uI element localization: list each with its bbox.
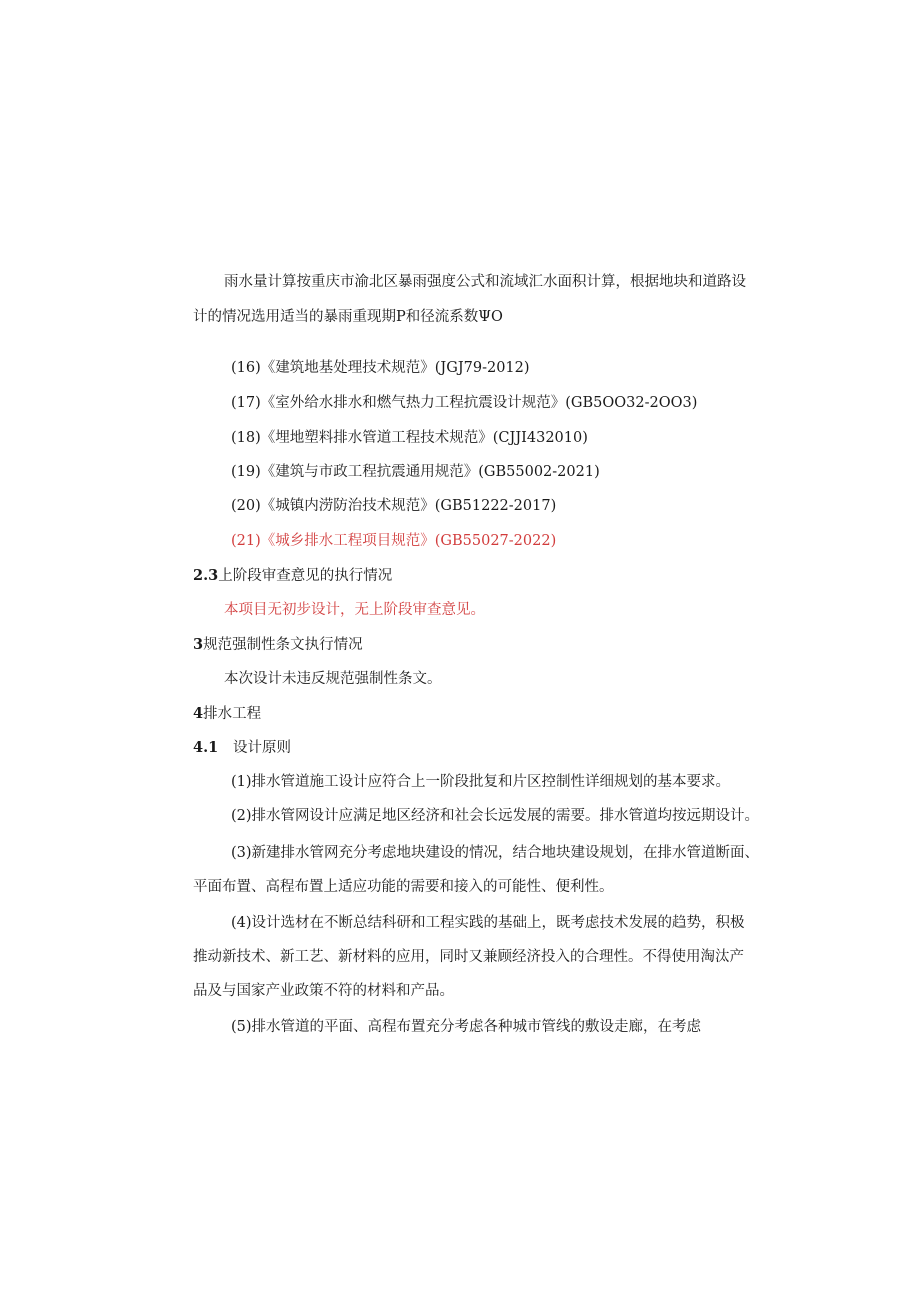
section-number: 4 xyxy=(193,705,204,722)
reference-item-21: (21)《城乡排水工程项目规范》(GB55027-2022) xyxy=(231,533,557,549)
intro-line-2: 计的情况选用适当的暴雨重现期P和径流系数ΨO xyxy=(193,309,503,325)
reference-item-17: (17)《室外给水排水和燃气热力工程抗震设计规范》(GB5OO32-2OO3) xyxy=(231,395,698,411)
principle-1: (1)排水管道施工设计应符合上一阶段批复和片区控制性详细规划的基本要求。 xyxy=(231,774,731,790)
intro-line-1: 雨水量计算按重庆市渝北区暴雨强度公式和流域汇水面积计算，根据地块和道路设 xyxy=(224,274,746,290)
reference-item-16: (16)《建筑地基处理技术规范》(JGJ79-2012) xyxy=(231,360,530,376)
section-title: 上阶段审查意见的执行情况 xyxy=(218,568,393,584)
section-4-heading xyxy=(193,704,261,724)
principle-4-line-2: 推动新技术、新工艺、新材料的应用，同时又兼顾经济投入的合理性。不得使用淘汰产 xyxy=(193,949,744,965)
section-number: 2.3 xyxy=(193,567,219,584)
reference-item-19: (19)《建筑与市政工程抗震通用规范》(GB55002-2021) xyxy=(231,464,600,480)
principle-5-line-1: (5)排水管道的平面、高程布置充分考虑各种城市管线的敷设走廊，在考虑 xyxy=(231,1019,702,1035)
section-3-body: 本次设计未违反规范强制性条文。 xyxy=(224,671,442,687)
reference-item-20: (20)《城镇内涝防治技术规范》(GB51222-2017) xyxy=(231,498,557,514)
section-title: 设计原则 xyxy=(233,740,291,756)
principle-4-line-3: 品及与国家产业政策不符的材料和产品。 xyxy=(193,983,454,999)
section-title: 排水工程 xyxy=(203,706,262,722)
section-3-heading xyxy=(193,635,363,655)
section-2-3-heading xyxy=(193,566,392,586)
section-number: 4.1 xyxy=(193,739,219,756)
reference-item-18: (18)《埋地塑料排水管道工程技术规范》(CJJI432010) xyxy=(231,430,588,446)
principle-2: (2)排水管网设计应满足地区经济和社会长远发展的需要。排水管道均按远期设计。 xyxy=(231,808,760,824)
section-4-1-heading xyxy=(193,738,291,758)
section-number: 3 xyxy=(193,636,204,653)
principle-3-line-1: (3)新建排水管网充分考虑地块建设的情况，结合地块建设规划，在排水管道断面、 xyxy=(231,845,760,861)
section-title: 规范强制性条文执行情况 xyxy=(203,637,363,653)
principle-4-line-1: (4)设计选材在不断总结科研和工程实践的基础上，既考虑技术发展的趋势，积极 xyxy=(231,915,745,931)
section-2-3-body: 本项目无初步设计，无上阶段审查意见。 xyxy=(224,602,485,618)
principle-3-line-2: 平面布置、高程布置上适应功能的需要和接入的可能性、便利性。 xyxy=(193,879,614,895)
